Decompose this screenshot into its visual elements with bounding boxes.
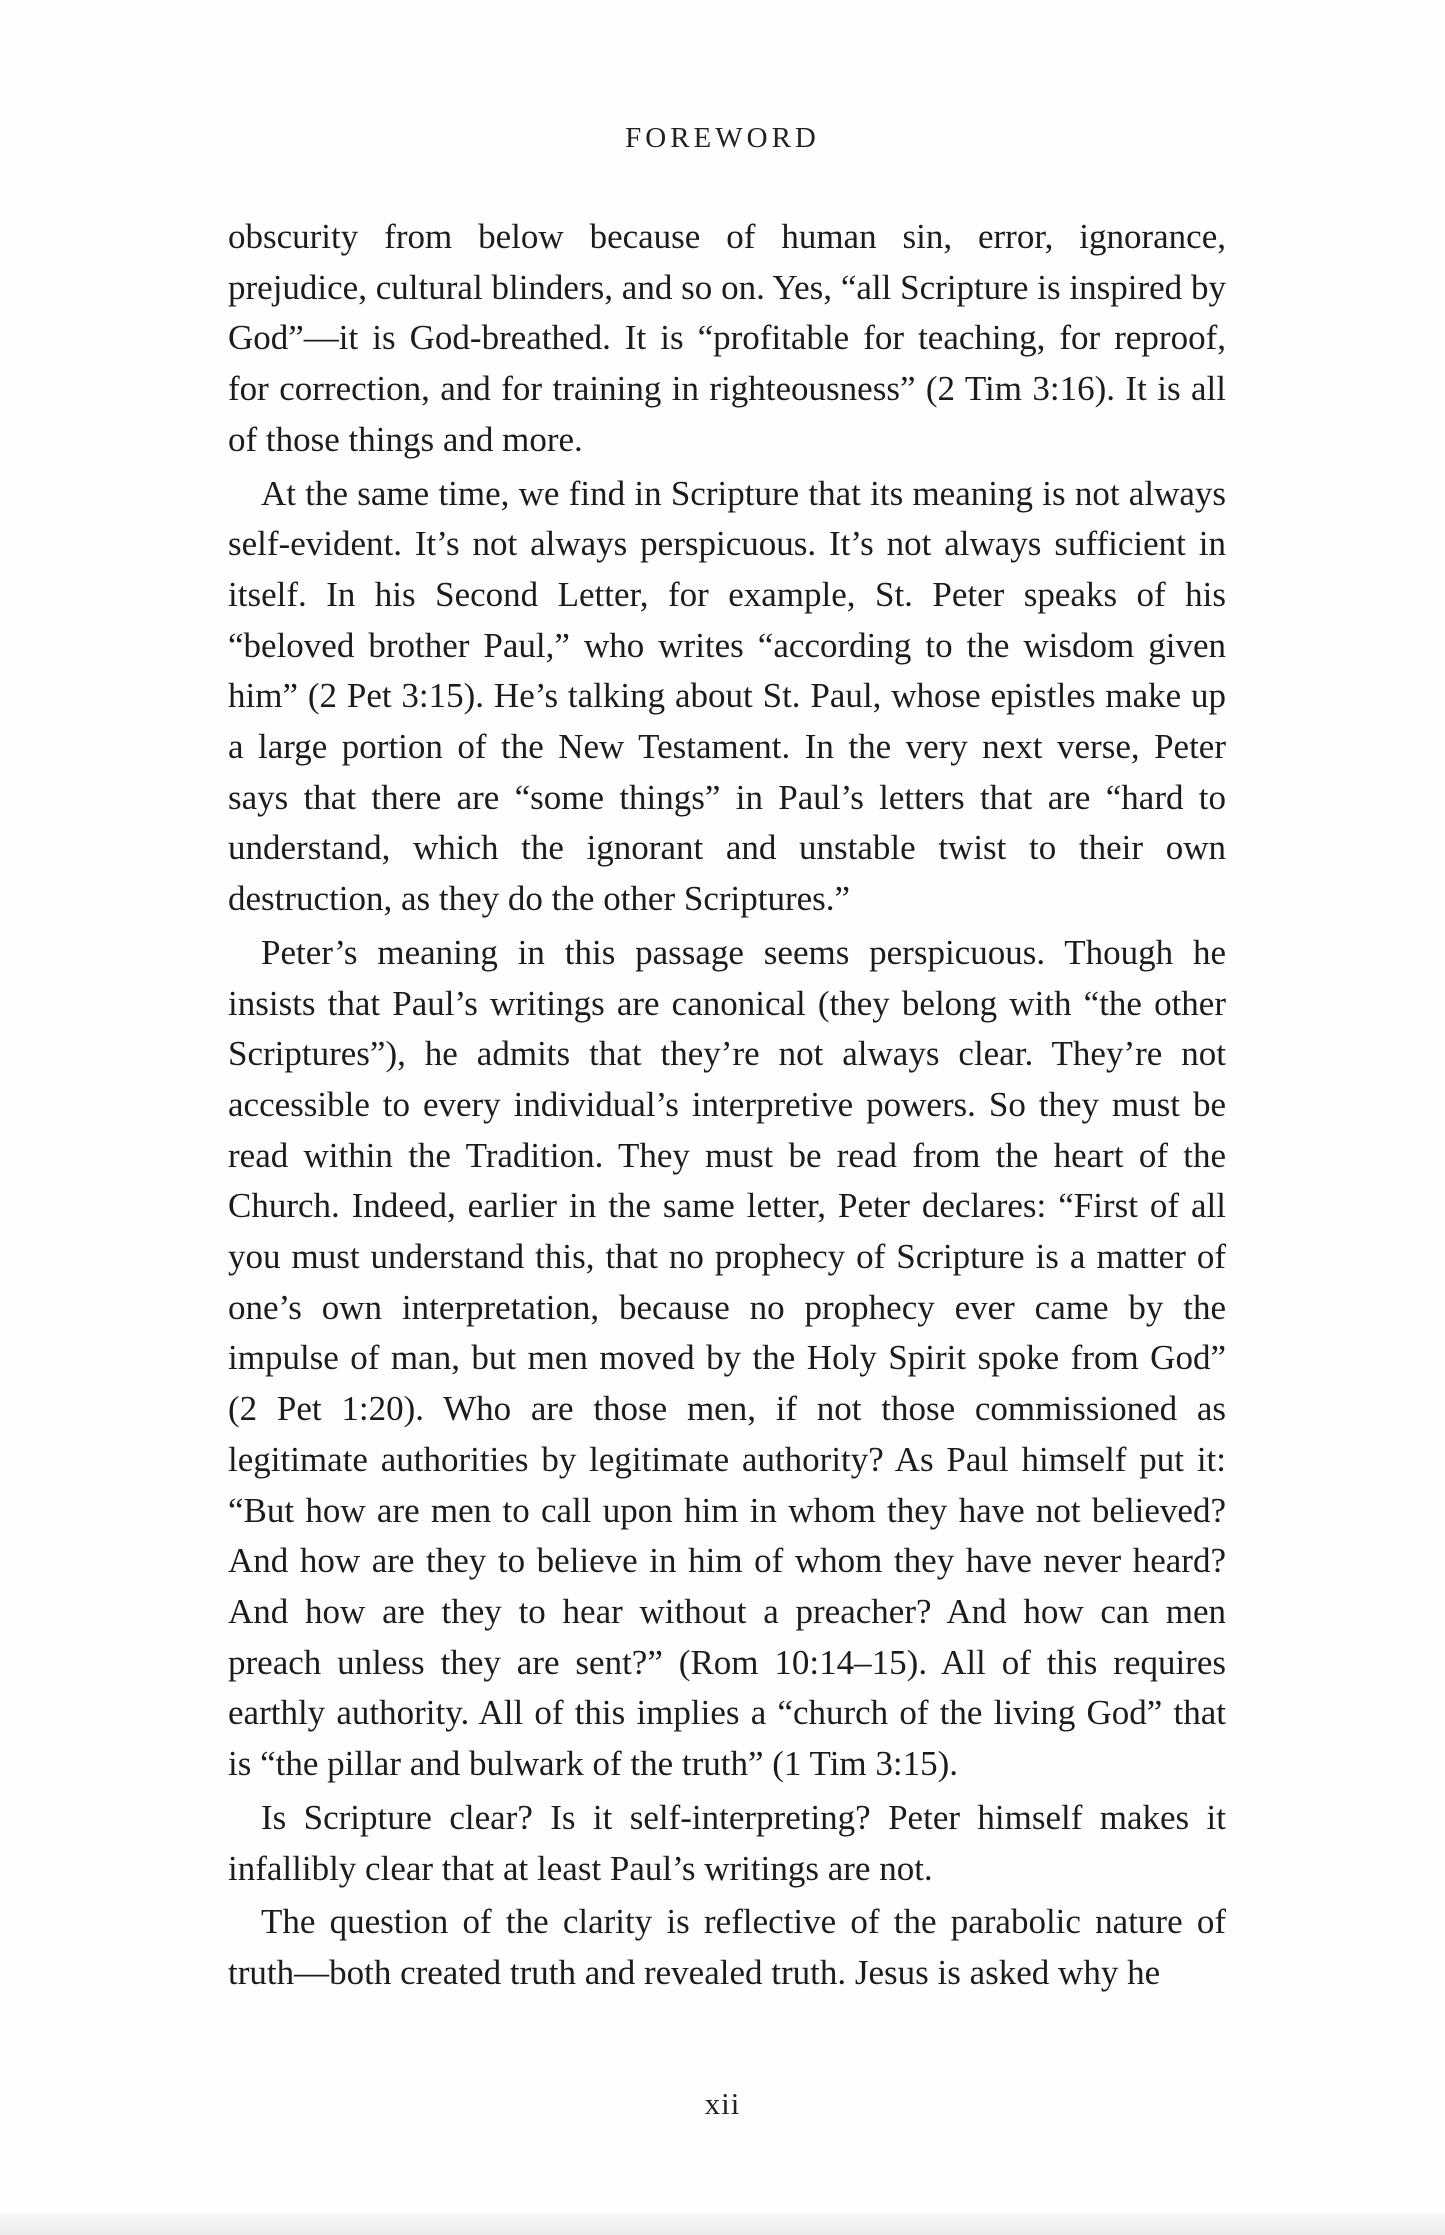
page-bottom-edge: [0, 2213, 1445, 2235]
paragraph-continued: obscurity from below because of human sin, error, ignorance, prejudice, cultural blinders, and so on. Yes, “all Scripture is inspired by God”—it is God-breathed. It is “profitable for teaching, for reproof, for correction, and for training in righteousness” (2 Tim 3:16). It is all of those things and more.: [228, 217, 1226, 459]
paragraph: The question of the clarity is reflective of the parabolic nature of truth—both created truth and revealed truth. Jesus is asked why he: [228, 1902, 1226, 1992]
paragraph: At the same time, we find in Scripture that its meaning is not always self-evident. It’s not always perspicuous. It’s not always sufficient in itself. In his Second Letter, for example, St. Peter speaks of his “beloved brother Paul,” who writes “according to the wisdom given him” (2 Pet 3:15). He’s talking about St. Paul, whose epistles make up a large portion of the New Testament. In the very next verse, Peter says that there are “some things” in Paul’s letters that are “hard to understand, which the ignorant and unstable twist to their own destruction, as they do the other Scriptures.”: [228, 473, 1226, 919]
running-head: FOREWORD: [625, 122, 820, 154]
page-number: xii: [704, 2086, 741, 2121]
body-text: [228, 212, 1226, 2002]
paragraph: Is Scripture clear? Is it self-interpreting? Peter himself makes it infallibly clear that at least Paul’s writings are not.: [228, 1797, 1226, 1888]
paragraph: Peter’s meaning in this passage seems perspicuous. Though he insists that Paul’s writings are canonical (they belong with “the other Scriptures”), he admits that they’re not always clear. They’re not accessible to every individual’s interpretive powers. So they must be read within the Tradition. They must be read from the heart of the Church. Indeed, earlier in the same letter, Peter declares: “First of all you must understand this, that no prophecy of Scripture is a matter of one’s own interpretation, because no prophecy ever came by the impulse of man, but men moved by the Holy Spirit spoke from God” (2 Pet 1:20). Who are those men, if not those commissioned as legitimate authorities by legitimate authority? As Paul himself put it: “But how are men to call upon him in whom they have not believed? And how are they to believe in him of whom they have never heard? And how are they to hear without a preacher? And how can men preach unless they are sent?” (Rom 10:14–15). All of this requires earthly authority. All of this implies a “church of the living God” that is “the pillar and bulwark of the truth” (1 Tim 3:15).: [228, 932, 1226, 1784]
